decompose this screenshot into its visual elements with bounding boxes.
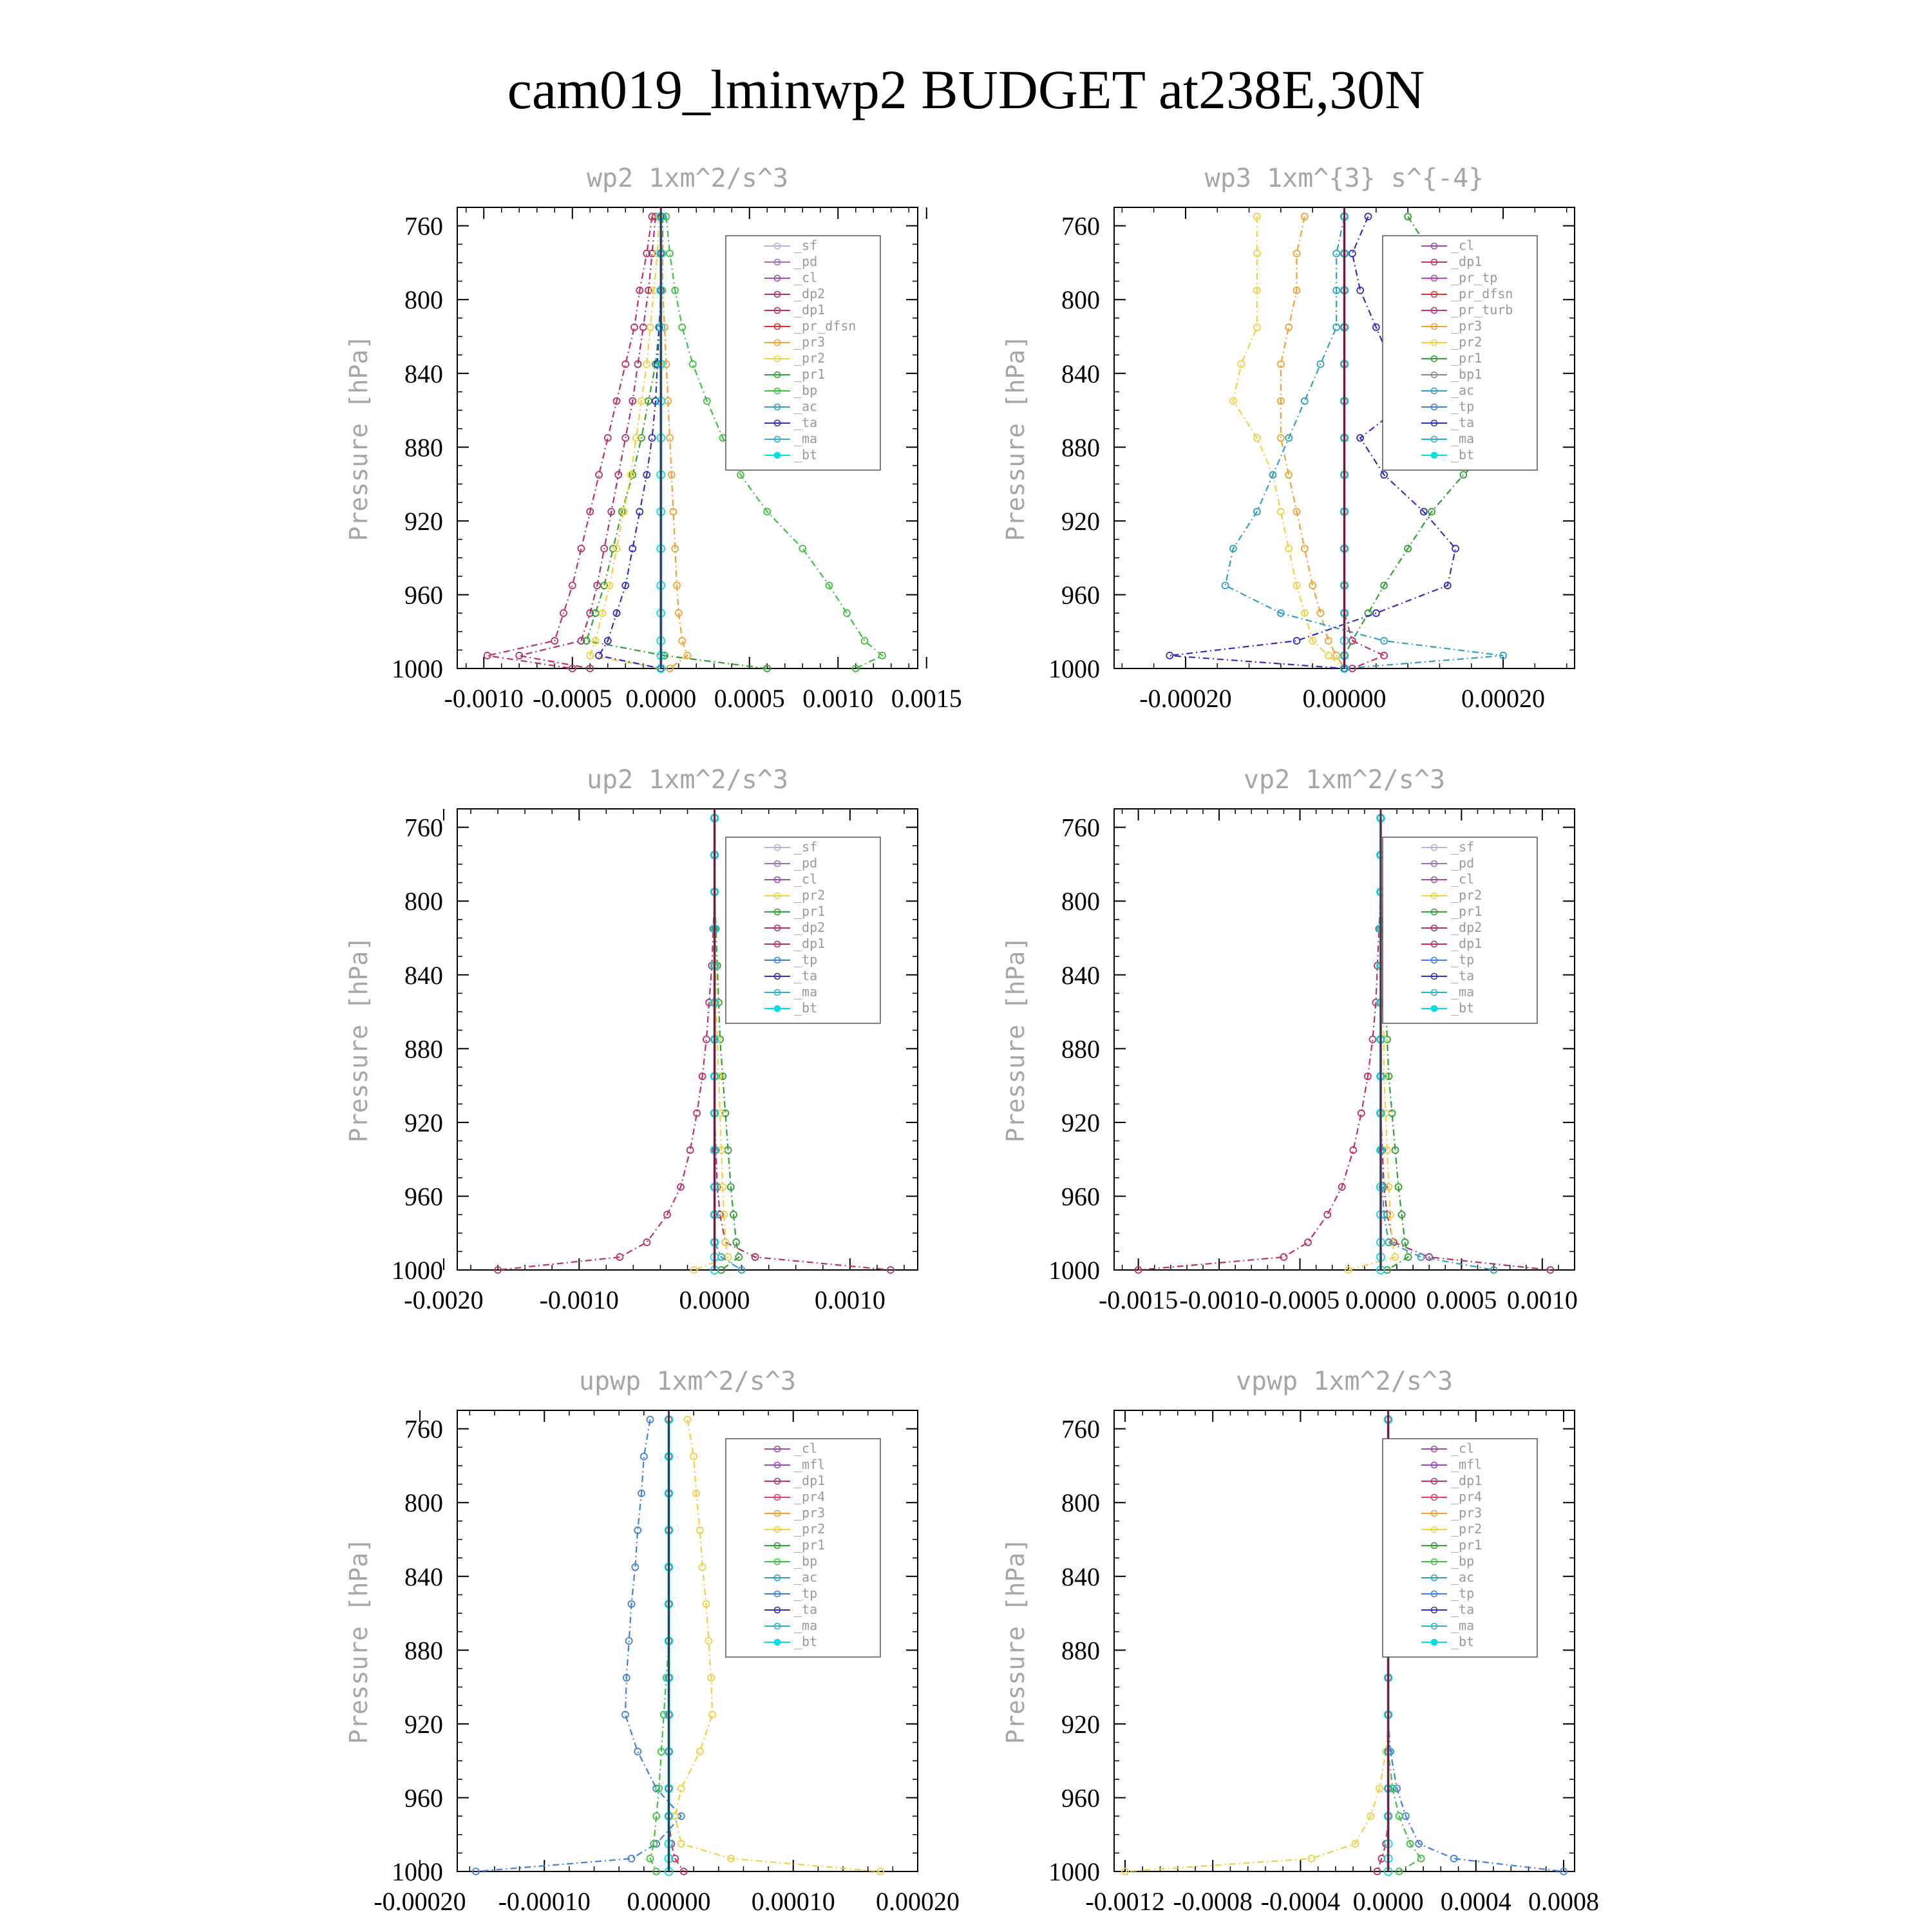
y-tick-label: 920 [404,506,443,536]
y-tick-label: 760 [404,211,443,241]
legend-entry: _cl [794,871,818,887]
legend-entry: _dp2 [1451,920,1482,935]
series-line-_pr2 [1125,1419,1388,1871]
legend-entry: _pr_dfsn [1451,286,1513,301]
x-tick-label: 0.0010 [814,1285,886,1314]
y-tick-label: 960 [1061,580,1100,610]
series-point-_dp1 [643,1239,650,1245]
series-line-_pr2 [1233,216,1345,668]
y-tick-label: 1000 [392,654,443,683]
series-point-_pr2 [1238,361,1244,367]
series-line-_dp1 [1345,216,1385,668]
x-tick-label: 0.00000 [627,1887,711,1916]
y-tick-label: 960 [404,1182,443,1211]
series-point-_pr2 [1254,324,1260,330]
series-point-_pr3 [1302,545,1308,552]
series-point-_bp [1418,1855,1425,1862]
y-tick-label: 920 [1061,1108,1100,1137]
legend-entry: _ma [1451,1618,1475,1633]
legend-entry: _ta [794,1602,818,1617]
series-point-_dp2 [622,435,629,441]
series-point-_bp [667,251,673,257]
x-tick-label: 0.00020 [1461,684,1546,713]
legend-entry: _bt [1451,447,1475,462]
series-point-_ta [1294,638,1300,644]
panels [345,164,1599,1916]
legend-entry: _bp [1451,1553,1475,1569]
y-tick-label: 760 [1061,211,1100,241]
y-tick-label: 880 [1061,1034,1100,1064]
y-tick-label: 840 [404,960,443,990]
series-point-_pr1 [1460,471,1466,478]
legend-entry: _pr3 [1451,318,1482,334]
legend-entry: _cl [794,1441,818,1456]
x-tick-label: -0.0008 [1173,1887,1253,1916]
panel-4 [1001,765,1578,1314]
series-point-_ac [1418,1254,1425,1260]
series-point-_pr3 [1278,435,1284,441]
y-tick-label: 960 [1061,1182,1100,1211]
x-tick-label: -0.0010 [444,684,524,713]
legend-entry: _cl [1451,1441,1475,1456]
series-line-_dp1 [498,818,715,1270]
legend-entry: _ac [1451,383,1475,398]
panel-title: vpwp 1xm^2/s^3 [1235,1367,1454,1396]
legend-marker [775,1006,781,1012]
legend-entry: _dp1 [794,302,826,317]
series-point-_pr2 [1325,652,1332,659]
legend-entry: _dp2 [794,286,826,301]
panel-title: vp2 1xm^2/s^3 [1243,765,1446,795]
y-tick-label: 840 [1061,359,1100,388]
series-point-_pr2 [1308,1855,1314,1862]
series-point-_bp [690,361,696,367]
panel-title: wp3 1xm^{3} s^{-4} [1204,164,1484,193]
y-tick-label: 760 [404,813,443,842]
y-axis-label: Pressure [hPa] [345,936,373,1143]
legend-entry: _bt [1451,1634,1475,1649]
y-tick-label: 840 [404,359,443,388]
legend-entry: _pr1 [1451,904,1482,919]
x-tick-label: 0.0010 [802,684,874,713]
legend-entry: _pr4 [1451,1489,1482,1504]
series-point-_pr2 [690,1454,697,1460]
y-tick-label: 920 [404,1709,443,1739]
legend-entry: _ma [794,1618,818,1633]
series-line-_pr2 [694,818,728,1270]
series-point-_dp1 [1305,1239,1311,1245]
series-point-_dp1 [703,1036,710,1043]
legend-entry: _sf [1451,839,1475,855]
legend-marker [775,453,781,459]
x-tick-label: 0.0015 [891,684,962,713]
y-tick-label: 840 [404,1562,443,1591]
legend-entry: _ta [1451,415,1475,430]
legend-entry: _pr2 [1451,887,1482,903]
x-tick-label: -0.00010 [498,1887,591,1916]
series-point-_bp [844,610,850,616]
legend-entry: _mfl [794,1457,826,1472]
panel-6 [1001,1367,1599,1916]
y-tick-label: 880 [1061,1636,1100,1665]
series-line-_dp1 [669,1419,684,1871]
series-line-_pr3 [1281,216,1345,668]
y-tick-label: 960 [1061,1783,1100,1813]
series-point-_bp [799,545,806,552]
legend-marker [1432,1006,1437,1012]
legend-marker [1432,1640,1437,1645]
y-tick-label: 760 [1061,813,1100,842]
x-tick-label: 0.00020 [876,1887,960,1916]
series-line-_tp [476,1419,681,1871]
y-tick-label: 800 [1061,1488,1100,1518]
legend-entry: _bt [794,1634,818,1649]
y-tick-label: 1000 [1048,1857,1100,1886]
legend-entry: _cl [1451,871,1475,887]
legend-entry: _pd [794,855,818,871]
y-tick-label: 880 [404,1034,443,1064]
legend-entry: _bp1 [1451,366,1482,382]
legend-entry: _pr2 [1451,1521,1482,1537]
x-tick-label: 0.0008 [1528,1887,1599,1916]
y-tick-label: 760 [404,1414,443,1444]
series-point-_ac [1222,582,1229,589]
legend-entry: _ma [794,431,818,446]
legend-entry: _dp1 [1451,1473,1482,1488]
x-tick-label: 0.0000 [679,1285,750,1314]
x-tick-label: 0.0010 [1506,1285,1578,1314]
y-tick-label: 920 [1061,506,1100,536]
legend-entry: _ma [794,984,818,999]
series-point-_ta [649,435,656,441]
y-tick-label: 1000 [1048,654,1100,683]
y-tick-label: 800 [404,1488,443,1518]
panel-title: upwp 1xm^2/s^3 [578,1367,797,1396]
legend-entry: _tp [794,1586,818,1601]
y-axis-label: Pressure [hPa] [345,1537,373,1745]
series-line-_bp [650,1419,669,1871]
x-tick-label: -0.0020 [404,1285,484,1314]
legend-entry: _pr1 [794,1537,826,1553]
series-point-_ac [1302,398,1308,404]
legend-entry: _pr4 [794,1489,826,1504]
legend-entry: _bt [1451,1000,1475,1016]
legend-marker [1432,453,1437,459]
x-tick-label: -0.0010 [539,1285,619,1314]
legend-entry: _pr2 [1451,334,1482,350]
y-axis-label: Pressure [hPa] [345,334,373,542]
legend-entry: _cl [1451,238,1475,253]
panel-title: wp2 1xm^2/s^3 [586,164,789,193]
legend-entry: _ma [1451,984,1475,999]
x-tick-label: 0.0005 [1426,1285,1497,1314]
legend-marker [775,1640,781,1645]
series-point-_pr3 [667,435,673,441]
legend-entry: _pd [1451,855,1475,871]
legend-entry: _tp [794,952,818,967]
y-tick-label: 880 [404,433,443,462]
legend-entry: _pr1 [794,366,826,382]
series-point-_dp1 [1369,1036,1376,1043]
legend-entry: _dp1 [794,1473,826,1488]
panel-2 [1001,164,1575,713]
legend-entry: _dp2 [794,920,826,935]
x-tick-label: -0.0004 [1260,1887,1341,1916]
series-point-_tp [634,1748,641,1755]
legend-entry: _pr3 [1451,1505,1482,1520]
y-tick-label: 920 [1061,1709,1100,1739]
legend-entry: _ta [794,415,818,430]
series-point-_bp [862,638,868,644]
legend-entry: _ta [1451,968,1475,983]
y-tick-label: 960 [404,580,443,610]
y-tick-label: 840 [1061,960,1100,990]
y-tick-label: 1000 [392,1857,443,1886]
legend-entry: _bp [794,1553,818,1569]
legend-entry: _sf [794,839,818,855]
legend-entry: _ac [794,1569,818,1585]
panel-3 [345,765,918,1314]
series-point-_dp1 [569,582,576,589]
legend-entry: _ac [1451,1569,1475,1585]
y-tick-label: 800 [404,285,443,315]
series-line-_ta [599,216,661,668]
x-tick-label: 0.0005 [714,684,785,713]
legend-entry: _bt [794,1000,818,1016]
series-point-_ta [1166,652,1173,659]
series-point-_pr3 [679,638,685,644]
legend-entry: _pr1 [1451,1537,1482,1553]
series-point-_tp [641,1454,647,1460]
legend-entry: _pr2 [794,1521,826,1537]
y-tick-label: 880 [404,1636,443,1665]
legend-entry: _pr2 [794,350,826,366]
legend-entry: _bp [794,383,818,398]
y-tick-label: 800 [1061,285,1100,315]
legend-entry: _pr1 [794,904,826,919]
legend-entry: _cl [794,270,818,285]
y-tick-label: 840 [1061,1562,1100,1591]
series-point-_pr2 [697,1748,703,1755]
y-tick-label: 920 [404,1108,443,1137]
x-tick-label: -0.0005 [1260,1285,1340,1314]
legend-entry: _tp [1451,952,1475,967]
x-tick-label: 0.00010 [751,1887,835,1916]
legend-entry: _pr_turb [1451,302,1513,317]
series-line-_pr2 [590,216,661,668]
x-tick-label: 0.0000 [625,684,697,713]
y-tick-label: 800 [404,887,443,916]
panel-5 [345,1367,960,1916]
legend-entry: _pd [794,254,818,269]
legend-entry: _tp [1451,399,1475,414]
legend-entry: _ma [1451,431,1475,446]
legend-entry: _sf [794,238,818,253]
y-tick-label: 960 [404,1783,443,1813]
series-point-_dp1 [484,652,491,659]
series-point-_pr3 [1294,251,1300,257]
x-tick-label: -0.0010 [1179,1285,1259,1314]
x-tick-label: -0.0015 [1098,1285,1179,1314]
legend-entry: _tp [1451,1586,1475,1601]
series-point-_dp1 [1381,652,1387,659]
legend-entry: _dp1 [794,936,826,951]
legend-entry: _pr3 [794,334,826,350]
series-line-_dp1 [1139,818,1381,1270]
x-tick-label: -0.00020 [374,1887,466,1916]
legend-entry: _ta [1451,1602,1475,1617]
series-line-_dp1 [488,216,652,668]
legend-entry: _pr1 [1451,350,1482,366]
series-point-_dp1 [596,471,602,478]
x-tick-label: -0.00020 [1139,684,1232,713]
legend-entry: _ta [794,968,818,983]
legend-entry: _dp1 [1451,254,1482,269]
y-tick-label: 1000 [1048,1256,1100,1285]
series-point-_ac [1333,251,1340,257]
y-axis-label: Pressure [hPa] [1001,936,1030,1143]
figure-title: cam019_lminwp2 BUDGET at238E,30N [507,59,1425,120]
x-tick-label: 0.0000 [1352,1887,1424,1916]
panel-title: up2 1xm^2/s^3 [586,765,789,795]
series-point-_ta [1349,251,1356,257]
legend-entry: _dp1 [1451,936,1482,951]
x-tick-label: 0.0000 [1345,1285,1416,1314]
legend-entry: _pr2 [794,887,826,903]
x-tick-label: -0.0005 [533,684,612,713]
legend-entry: _pr3 [794,1505,826,1520]
y-tick-label: 880 [1061,433,1100,462]
y-tick-label: 760 [1061,1414,1100,1444]
legend-entry: _ac [794,399,818,414]
series-point-_dp1 [1324,1211,1331,1218]
x-tick-label: -0.0012 [1085,1887,1165,1916]
x-tick-label: 0.0004 [1440,1887,1511,1916]
legend-entry: _bt [794,447,818,462]
series-line-_pr3 [661,216,687,668]
y-axis-label: Pressure [hPa] [1001,1537,1030,1745]
legend-entry: _mfl [1451,1457,1482,1472]
y-tick-label: 800 [1061,887,1100,916]
panel-1 [345,164,962,713]
legend-entry: _pr_tp [1451,270,1498,285]
series-point-_pr2 [647,324,654,330]
legend-entry: _pr_dfsn [794,318,857,334]
y-tick-label: 1000 [392,1256,443,1285]
x-tick-label: 0.00000 [1302,684,1387,713]
y-axis-label: Pressure [hPa] [1001,334,1030,542]
